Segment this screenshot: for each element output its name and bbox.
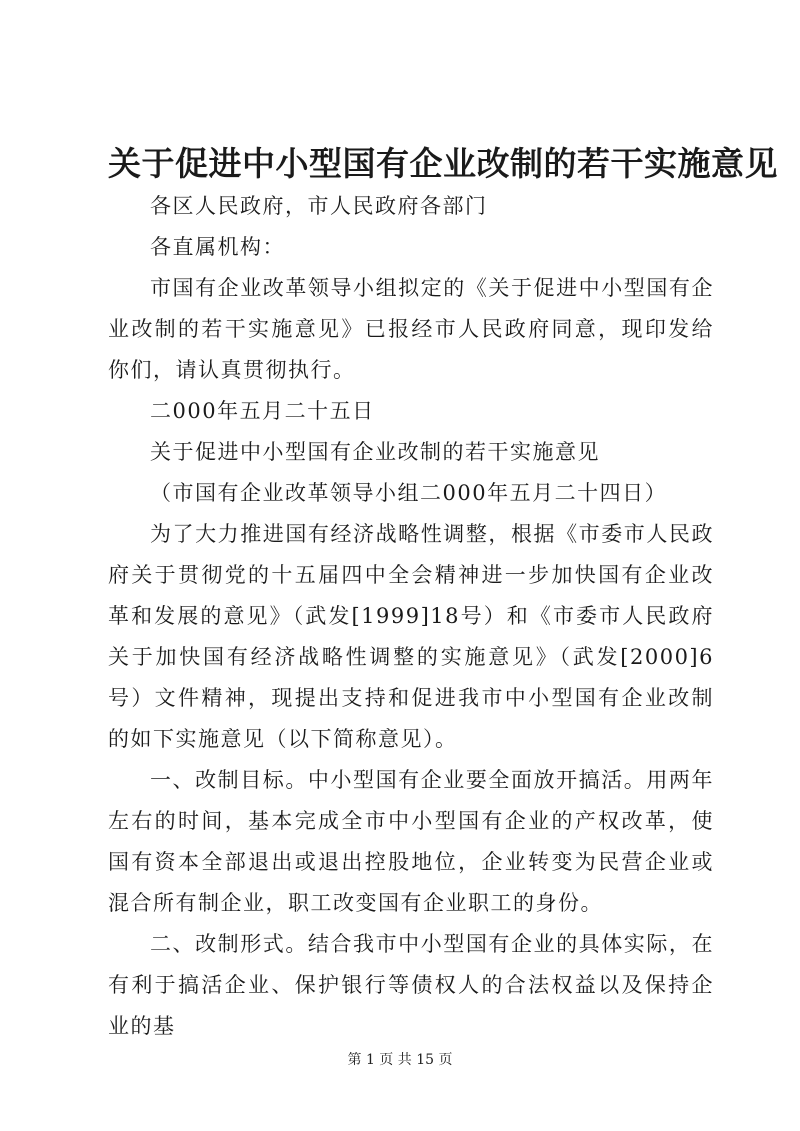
paragraph-subtitle: 关于促进中小型国有企业改制的若干实施意见: [150, 440, 600, 464]
paragraph-issuer: （市国有企业改革领导小组二000年五月二十四日）: [150, 481, 668, 505]
paragraph-preamble: 为了大力推进国有经济战略性调整，根据《市委市人民政府关于贯彻党的十五届四中全会精神进一步加快国有企业改革和发展的意见》（武发[1999]18号）和《市委市人民政府关于加快国有经济战略性调整的实施意见》（武发[2000]6号）文件精神，现提出支持和促进我市中小型国有企业改制的如下实施意见（以下简称意见）。: [108, 522, 714, 751]
paragraph-addressee-cont: 各直属机构：: [150, 235, 285, 259]
paragraph-section-1: 一、改制目标。中小型国有企业要全面放开搞活。用两年左右的时间，基本完成全市中小型国有企业的产权改革，使国有资本全部退出或退出控股地位，企业转变为民营企业或混合所有制企业，职工改变国有企业职工的身份。: [108, 768, 714, 915]
document-body: [108, 186, 714, 1047]
paragraph-date: 二000年五月二十五日: [150, 399, 375, 423]
paragraph-notice: 市国有企业改革领导小组拟定的《关于促进中小型国有企业改制的若干实施意见》已报经市人民政府同意，现印发给你们，请认真贯彻执行。: [108, 276, 714, 382]
paragraph-addressee: 各区人民政府，市人民政府各部门: [150, 194, 488, 218]
paragraph-section-2: 二、改制形式。结合我市中小型国有企业的具体实际，在有利于搞活企业、保护银行等债权人的合法权益以及保持企业的基: [108, 932, 714, 1038]
page-indicator: 第 1 页 共 15 页: [347, 1052, 453, 1068]
document-title: 关于促进中小型国有企业改制的若干实施意见: [108, 144, 778, 183]
